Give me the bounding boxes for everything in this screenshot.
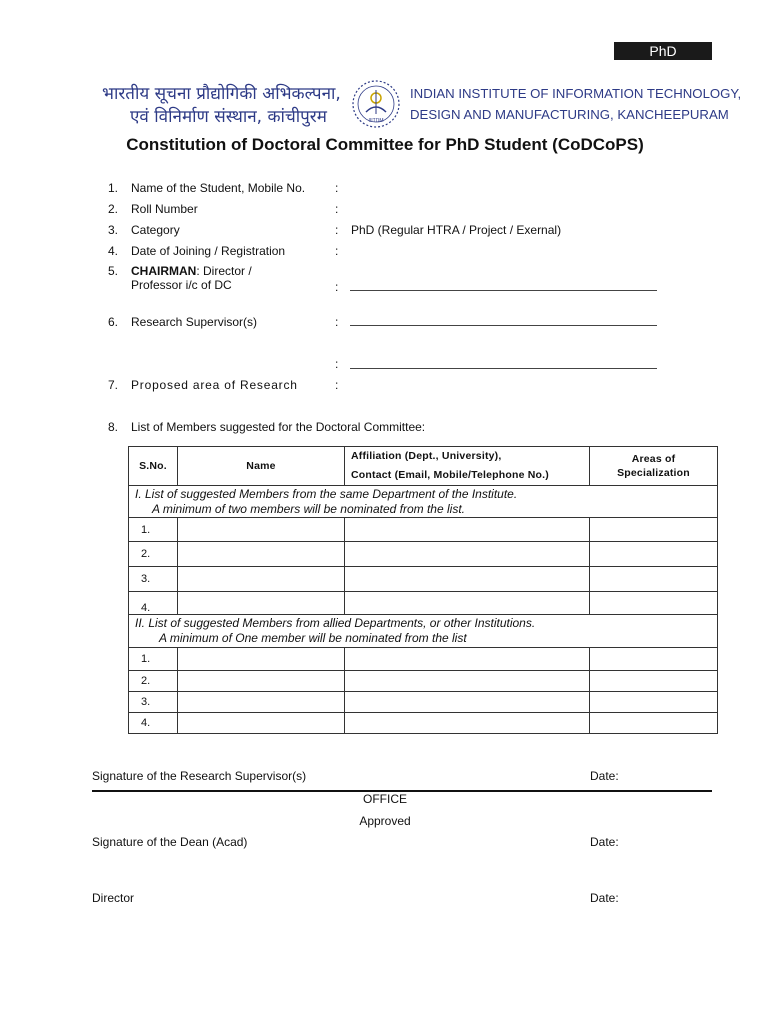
table-row (129, 671, 718, 692)
approved-label: Approved (359, 814, 411, 828)
header-areas-line1: Areas of (631, 453, 676, 465)
field-7-number: 7. (108, 378, 119, 392)
table-row (129, 567, 718, 592)
field-4-number: 4. (108, 244, 119, 258)
institute-name-hindi-line2: एवं विनिर्माण संस्थान, कांचीपुरम (130, 107, 327, 127)
name-cell[interactable] (178, 542, 345, 567)
row-number: 3. (129, 692, 178, 713)
affiliation-cell[interactable] (345, 518, 590, 542)
name-cell[interactable] (178, 648, 345, 671)
table-row (129, 518, 718, 542)
row-number: 1. (129, 648, 178, 671)
header-sno: S.No. (129, 447, 178, 486)
field-7-label: Proposed area of Research (131, 378, 298, 392)
chairman-label-rest: : Director / (196, 264, 252, 278)
institute-name-hindi-line1: भारतीय सूचना प्रौद्योगिकी अभिकल्पना, (102, 84, 341, 104)
header-areas (590, 447, 718, 486)
section-2-heading (129, 615, 718, 648)
header-areas-line2: Specialization (617, 467, 690, 479)
field-6-colon: : (335, 315, 339, 329)
section-1-heading-row (129, 486, 718, 518)
name-cell[interactable] (178, 713, 345, 734)
field-2-label: Roll Number (131, 202, 198, 216)
field-3-colon: : (335, 223, 339, 237)
table-row (129, 592, 718, 615)
table-row (129, 692, 718, 713)
field-4-label: Date of Joining / Registration (131, 244, 286, 258)
affiliation-cell[interactable] (345, 648, 590, 671)
header-affiliation (345, 447, 590, 486)
table-row (129, 648, 718, 671)
section-1-line1: I. List of suggested Members from the same Department of the Institute. (135, 486, 518, 501)
areas-cell[interactable] (590, 592, 718, 615)
section-2-line2: A minimum of One member will be nominated from the list (159, 631, 467, 645)
field-4-colon: : (335, 244, 339, 258)
field-3-label: Category (131, 223, 180, 237)
field-8-number: 8. (108, 420, 119, 434)
field-5-label (131, 264, 252, 278)
supervisor-date-label: Date: (590, 769, 619, 783)
header-affiliation-line2: Contact (Email, Mobile/Telephone No.) (351, 469, 549, 481)
header-name: Name (178, 447, 345, 486)
supervisor-signature-label: Signature of the Research Supervisor(s) (92, 769, 307, 783)
name-cell[interactable] (178, 518, 345, 542)
section-2-heading-row (129, 615, 718, 648)
phd-badge: PhD (614, 42, 712, 60)
section-2-line1: II. List of suggested Members from allied Departments, or other Institutions. (135, 616, 536, 630)
name-cell[interactable] (178, 671, 345, 692)
supervisor-blank-line-1[interactable] (350, 325, 657, 326)
areas-cell[interactable] (590, 671, 718, 692)
field-8-label: List of Members suggested for the Doctoral Committee: (131, 420, 426, 434)
areas-cell[interactable] (590, 692, 718, 713)
document-title: Constitution of Doctoral Committee for PhD Student (CoDCoPS) (126, 135, 644, 154)
field-2-number: 2. (108, 202, 119, 216)
field-3-number: 3. (108, 223, 119, 237)
areas-cell[interactable] (590, 542, 718, 567)
office-heading: OFFICE (363, 792, 407, 806)
logo-text: IIITDM (368, 118, 384, 124)
section-1-heading (129, 486, 718, 518)
field-6-number: 6. (108, 315, 119, 329)
row-number: 3. (129, 567, 178, 592)
affiliation-cell[interactable] (345, 592, 590, 615)
row-number: 2. (129, 671, 178, 692)
row-number: 4. (129, 592, 178, 615)
dean-date-label: Date: (590, 835, 619, 849)
name-cell[interactable] (178, 692, 345, 713)
areas-cell[interactable] (590, 713, 718, 734)
table-row (129, 713, 718, 734)
name-cell[interactable] (178, 567, 345, 592)
field-3-value: PhD (Regular HTRA / Project / Exernal) (351, 223, 562, 237)
areas-cell[interactable] (590, 648, 718, 671)
field-6b-colon: : (335, 357, 339, 371)
table-row (129, 542, 718, 567)
director-signature-label: Director (92, 891, 135, 905)
affiliation-cell[interactable] (345, 567, 590, 592)
affiliation-cell[interactable] (345, 692, 590, 713)
header-affiliation-line1: Affiliation (Dept., University), (351, 450, 502, 462)
director-date-label: Date: (590, 891, 619, 905)
row-number: 1. (129, 518, 178, 542)
field-1-label: Name of the Student, Mobile No. (131, 181, 306, 195)
row-number: 4. (129, 713, 178, 734)
field-5-colon: : (335, 280, 339, 294)
field-2-colon: : (335, 202, 339, 216)
name-cell[interactable] (178, 592, 345, 615)
institute-name-english-line2: DESIGN AND MANUFACTURING, KANCHEEPURAM (410, 107, 729, 122)
field-5-label-line2: Professor i/c of DC (131, 278, 232, 292)
members-table (128, 446, 718, 734)
field-1-number: 1. (108, 181, 119, 195)
field-6-label: Research Supervisor(s) (131, 315, 258, 329)
institute-name-english-line1: INDIAN INSTITUTE OF INFORMATION TECHNOLOGY, (410, 86, 742, 101)
affiliation-cell[interactable] (345, 671, 590, 692)
affiliation-cell[interactable] (345, 542, 590, 567)
dean-signature-label: Signature of the Dean (Acad) (92, 835, 248, 849)
institute-logo (350, 78, 402, 130)
field-7-colon: : (335, 378, 339, 392)
supervisor-blank-line-2[interactable] (350, 368, 657, 369)
section-1-line2: A minimum of two members will be nominated from the list. (152, 501, 465, 516)
affiliation-cell[interactable] (345, 713, 590, 734)
table-header-row (129, 447, 718, 486)
field-1-colon: : (335, 181, 339, 195)
field-5-number: 5. (108, 264, 119, 278)
chairman-blank-line[interactable] (350, 290, 657, 291)
areas-cell[interactable] (590, 518, 718, 542)
areas-cell[interactable] (590, 567, 718, 592)
chairman-label: CHAIRMAN (131, 264, 197, 278)
row-number: 2. (129, 542, 178, 567)
